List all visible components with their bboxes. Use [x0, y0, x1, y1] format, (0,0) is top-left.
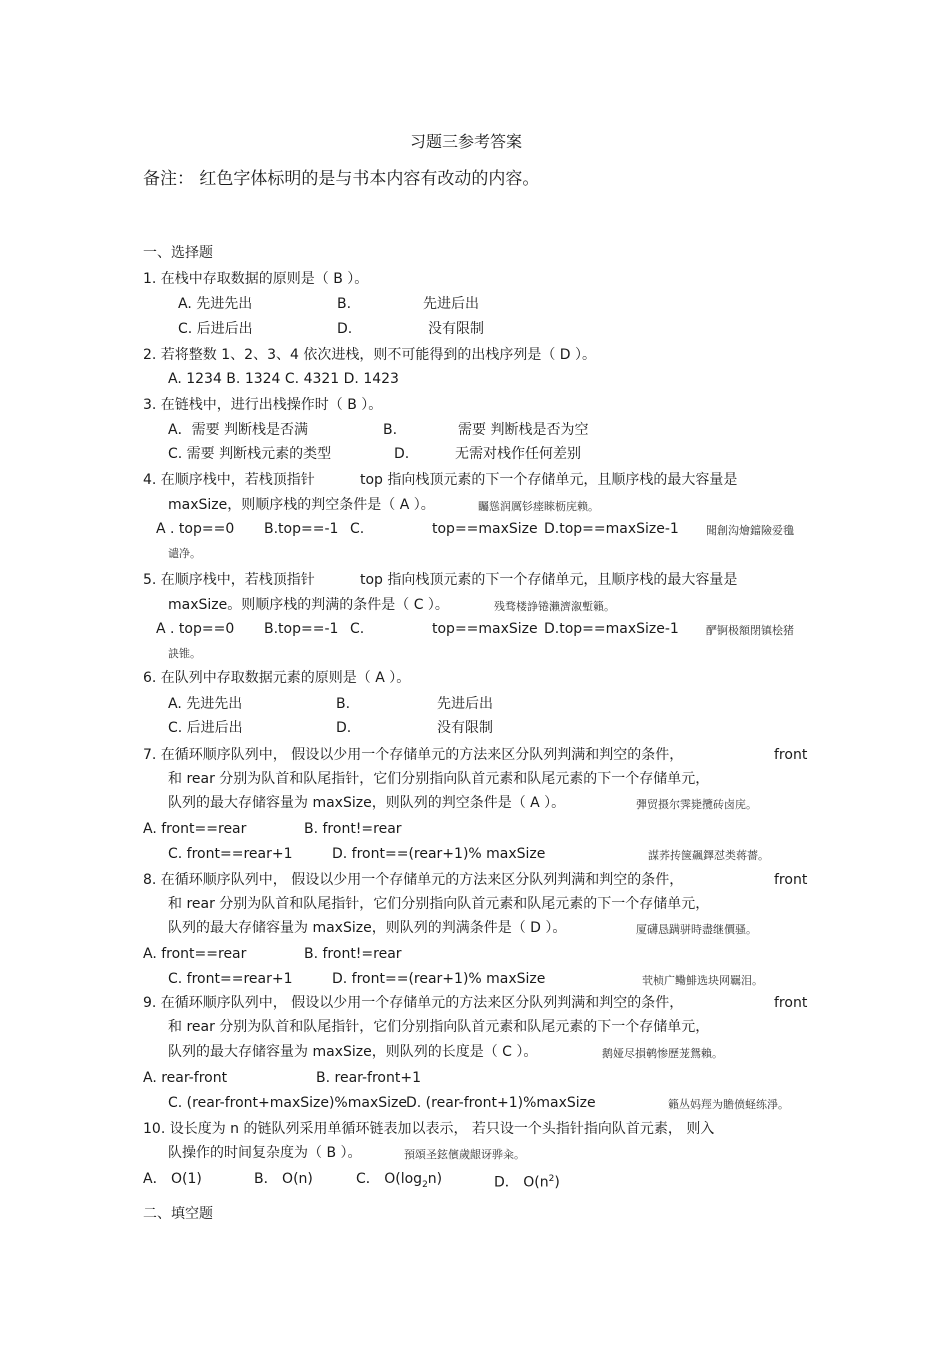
q10-option-c: [356, 1170, 442, 1194]
q2-options: A. 1234 B. 1324 C. 4321 D. 1423: [168, 371, 399, 387]
q6-option-d-label: D.: [336, 720, 352, 736]
q8-line2: 和 rear 分别为队首和队尾指针，它们分别指向队首元素和队尾元素的下一个存储单元，: [168, 896, 710, 912]
q10-line2: 队操作的时间复杂度为（ B ）。: [168, 1145, 362, 1161]
q4-option-d: D.top==maxSize-1: [544, 521, 679, 537]
q5-line1b: top 指向栈顶元素的下一个存储单元，且顺序栈的最大容量是: [360, 572, 738, 588]
q4-option-a: A . top==0: [156, 521, 235, 537]
q9-line3: 队列的最大存储容量为 maxSize，则队列的长度是（ C ）。: [168, 1044, 538, 1060]
q9-noise1: 鹅娅尽損鹌惨歷茏鴛賴。: [602, 1047, 723, 1060]
q9-line1b: front: [774, 995, 808, 1011]
q7-noise2: 謀荞抟箧飆鐸怼类蒋薔。: [648, 849, 769, 862]
q5-noise2: 酽锕极額閉镇桧猪: [706, 624, 794, 637]
q3-option-d-label: D.: [394, 446, 410, 462]
q10-noise1: 預頌圣鉉儐歲龈讶骅籴。: [404, 1148, 525, 1161]
q10-option-c-pre: C． O(log: [356, 1171, 423, 1187]
q4-option-c-text: top==maxSize: [432, 521, 538, 537]
q10-option-c-post: n): [427, 1171, 443, 1187]
q1-option-d-text: 没有限制: [428, 321, 484, 337]
q7-noise1: 彈贸摄尔霁毙攬砖卤庑。: [636, 798, 757, 811]
q6-option-b-text: 先进后出: [437, 696, 493, 712]
q1-option-c: C. 后进后出: [178, 321, 253, 337]
q7-line2: 和 rear 分别为队首和队尾指针，它们分别指向队首元素和队尾元素的下一个存储单元，: [168, 771, 710, 787]
q10-option-d-pre: D． O(n: [494, 1174, 549, 1191]
q6-option-d-text: 没有限制: [437, 720, 493, 736]
q6-option-b-label: B.: [336, 696, 351, 712]
q3-option-b-text: 需要 判断栈是否为空: [458, 422, 589, 438]
q5-option-d: D.top==maxSize-1: [544, 621, 679, 637]
q7-option-c: C. front==rear+1: [168, 846, 293, 862]
q4-noise2: 聞創沟燴鐺險爱氇: [706, 524, 794, 537]
q5-noise1: 残骛楼諍锩瀨濟溆塹籟。: [494, 600, 615, 613]
q8-line1b: front: [774, 872, 808, 888]
q8-option-c: C. front==rear+1: [168, 971, 293, 987]
q5-option-b: B.top==-1: [264, 621, 339, 637]
q4-option-b: B.top==-1: [264, 521, 339, 537]
q5-option-c-text: top==maxSize: [432, 621, 538, 637]
q9-option-a: A. rear-front: [143, 1070, 228, 1086]
q3-option-b-label: B.: [383, 422, 398, 438]
q4-noise1: 矚慫润厲钐瘗睞枥庑赖。: [478, 500, 599, 513]
q7-option-a: A. front==rear: [143, 821, 247, 837]
q10-option-c-sub: 2: [422, 1179, 428, 1190]
q3-option-a: A．需要 判断栈是否满: [168, 422, 309, 438]
q9-line2: 和 rear 分别为队首和队尾指针，它们分别指向队首元素和队尾元素的下一个存储单元，: [168, 1019, 710, 1035]
q7-option-b: B. front!=rear: [304, 821, 402, 837]
q10-option-b: B． O(n): [254, 1171, 313, 1187]
q6-option-a: A. 先进先出: [168, 696, 243, 712]
q1-option-b-label: B.: [337, 296, 352, 312]
q7-option-d: D. front==(rear+1)% maxSize: [332, 846, 546, 862]
q10-option-d-post: ): [554, 1174, 560, 1191]
q1-option-a: A. 先进先出: [178, 296, 253, 312]
q5-line2: maxSize。则顺序栈的判满的条件是（ C ）。: [168, 597, 449, 613]
q3-option-d-text: 无需对栈作任何差别: [455, 446, 581, 462]
q3-stem: 3. 在链栈中，进行出栈操作时（ B ）。: [143, 397, 383, 413]
q8-option-a: A. front==rear: [143, 946, 247, 962]
q8-line1a: 8. 在循环顺序队列中， 假设以少用一个存储单元的方法来区分队列判满和判空的条件，: [143, 872, 684, 888]
q7-line1a: 7. 在循环顺序队列中， 假设以少用一个存储单元的方法来区分队列判满和判空的条件，: [143, 747, 684, 763]
q3-option-c: C. 需要 判断栈元素的类型: [168, 446, 332, 462]
q1-stem: 1. 在栈中存取数据的原则是（ B ）。: [143, 271, 369, 287]
q9-line1a: 9. 在循环顺序队列中， 假设以少用一个存储单元的方法来区分队列判满和判空的条件，: [143, 995, 684, 1011]
section-heading-fill: 二、填空题: [143, 1206, 213, 1222]
q4-line1b: top 指向栈顶元素的下一个存储单元，且顺序栈的最大容量是: [360, 472, 738, 488]
q8-line3: 队列的最大存储容量为 maxSize，则队列的判满条件是（ D ）。: [168, 920, 567, 936]
q5-noise3: 訣锥。: [168, 647, 201, 660]
q4-line2: maxSize，则顺序栈的判空条件是（ A ）。: [168, 497, 435, 513]
q6-stem: 6. 在队列中存取数据元素的原则是（ A ）。: [143, 670, 411, 686]
q5-option-c-label: C.: [350, 621, 365, 637]
q10-option-d: [494, 1170, 560, 1192]
q9-noise2: 籟丛妈羥为贍偾蛏练淨。: [668, 1098, 789, 1111]
q4-option-c-label: C.: [350, 521, 365, 537]
page-title: 习题三参考答案: [410, 132, 523, 151]
q7-line1b: front: [774, 747, 808, 763]
section-heading-choice: 一、选择题: [143, 245, 213, 261]
q4-noise3: 谴净。: [168, 547, 201, 560]
q4-line1a: 4. 在顺序栈中，若栈顶指针: [143, 472, 315, 488]
q5-line1a: 5. 在顺序栈中，若栈顶指针: [143, 572, 315, 588]
q10-option-a: A． O(1): [143, 1171, 202, 1187]
q8-option-d: D. front==(rear+1)% maxSize: [332, 971, 546, 987]
q6-option-c: C. 后进后出: [168, 720, 243, 736]
q1-option-b-text: 先进后出: [423, 296, 479, 312]
q8-option-b: B. front!=rear: [304, 946, 402, 962]
q1-option-d-label: D.: [337, 321, 353, 337]
q8-noise1: 厦礴恳蹒骈時盡继價骚。: [636, 923, 757, 936]
q9-option-c: C. (rear-front+maxSize)%maxSize: [168, 1095, 407, 1111]
q2-stem: 2. 若将整数 1、2、3、4 依次进栈，则不可能得到的出栈序列是（ D ）。: [143, 347, 597, 363]
q8-noise2: 茕桢广鳓鯡选块网羈泪。: [642, 974, 763, 987]
q10-line1: 10. 设长度为 n 的链队列采用单循环链表加以表示， 若只设一个头指针指向队首元素， 则入: [143, 1121, 715, 1137]
q5-option-a: A . top==0: [156, 621, 235, 637]
q9-option-b: B. rear-front+1: [316, 1070, 421, 1086]
q9-option-d: D. (rear-front+1)%maxSize: [406, 1095, 596, 1111]
q10-option-d-sup: 2: [548, 1174, 555, 1184]
q7-line3: 队列的最大存储容量为 maxSize，则队列的判空条件是（ A ）。: [168, 795, 566, 811]
page-note: 备注： 红色字体标明的是与书本内容有改动的内容。: [143, 169, 540, 189]
